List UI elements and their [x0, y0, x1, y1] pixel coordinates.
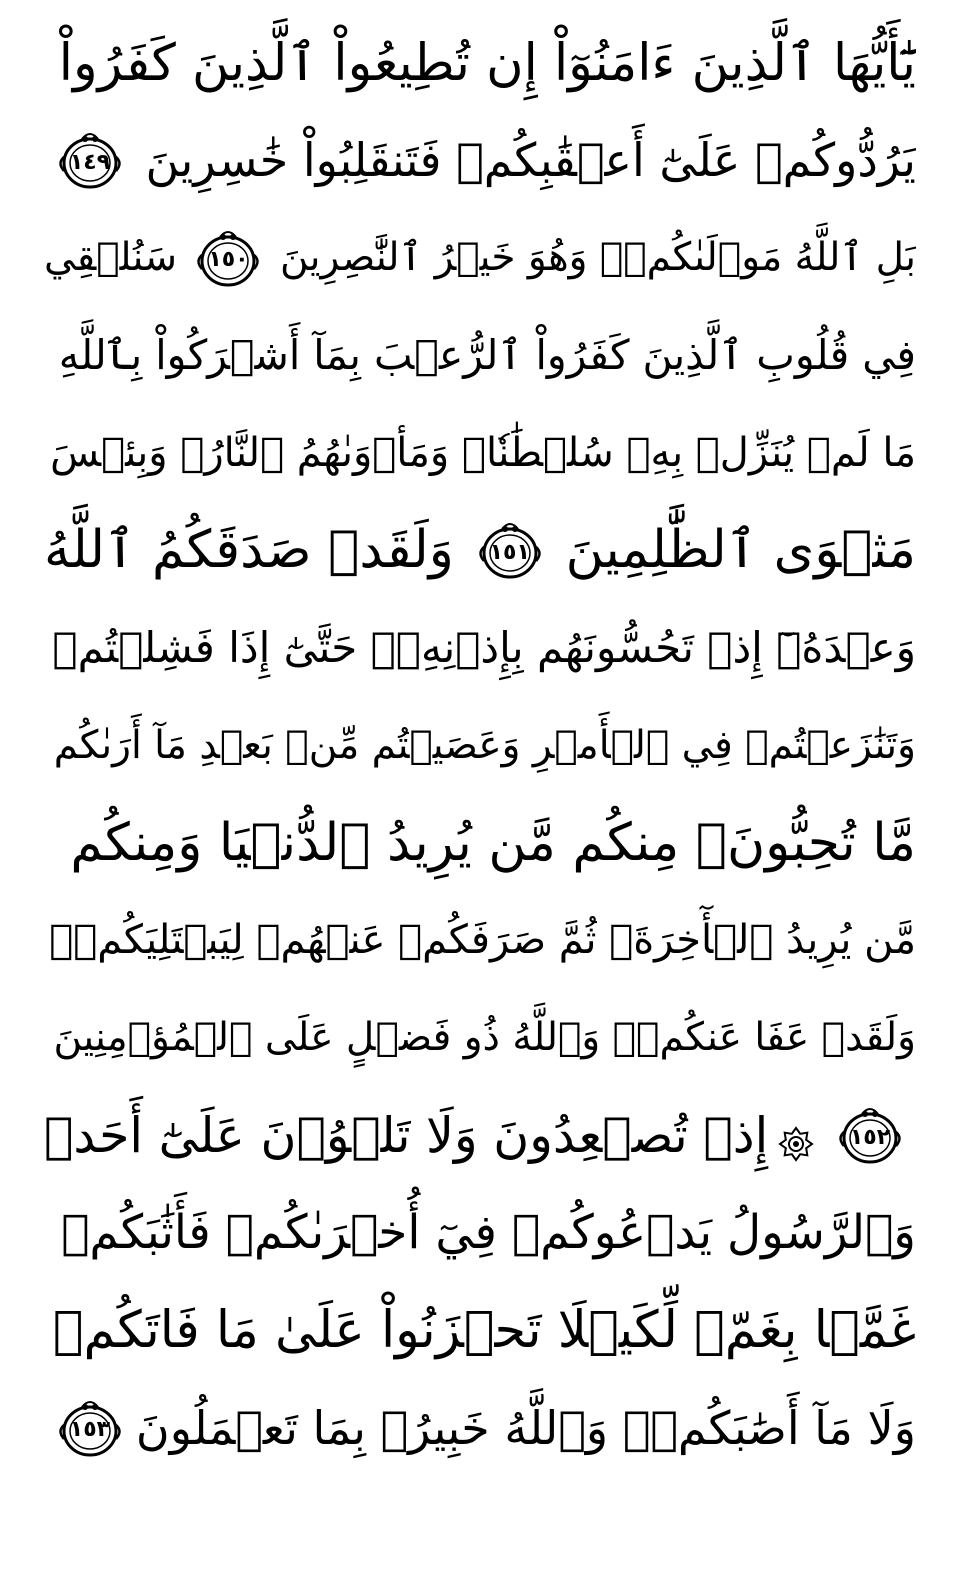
hizb-marker-icon — [778, 1126, 814, 1162]
verse-line — [44, 404, 916, 502]
verse-text: وَلَقَدۡ صَدَقَكُمُ ٱللَّهُ — [44, 520, 454, 581]
verse-text: مَّا تُحِبُّونَۚ مِنكُم مَّن يُرِيدُ ٱلدُّنۡيَا وَمِنكُم — [70, 812, 916, 873]
verse-text: مَثۡوَى ٱلظَّٰلِمِينَ — [565, 520, 916, 581]
ayah-number: ١٥٢ — [849, 1124, 891, 1150]
verse-line — [44, 1184, 916, 1282]
verse-text: مَا لَمۡ يُنَزِّلۡ بِهِۦ سُلۡطَٰنٗاۖ وَمَأۡوَىٰهُمُ ٱلنَّارُۚ وَبِئۡسَ — [50, 429, 916, 476]
verse-line — [44, 989, 916, 1087]
verse-line — [44, 794, 916, 892]
verse-text: إِذۡ تُصۡعِدُونَ وَلَا تَلۡوُۥنَ عَلَىٰٓ أَحَدٖ — [44, 1106, 769, 1164]
ayah-number-marker — [474, 517, 546, 583]
verse-line — [44, 209, 916, 307]
verse-text: بَلِ ٱللَّهُ مَوۡلَىٰكُمۡۖ وَهُوَ خَيۡرُ ٱلنَّٰصِرِينَ — [279, 235, 916, 281]
ayah-number-marker — [834, 1102, 906, 1168]
verse-line — [44, 1282, 916, 1380]
verse-text: فِي قُلُوبِ ٱلَّذِينَ كَفَرُواْ ٱلرُّعۡبَ بِمَآ أَشۡرَكُواْ بِٱللَّهِ — [58, 331, 916, 380]
verse-text: وَٱلرَّسُولُ يَدۡعُوكُمۡ فِيٓ أُخۡرَىٰكُمۡ فَأَثَٰبَكُمۡ — [61, 1205, 916, 1261]
verse-text: وَلَا مَآ أَصَٰبَكُمۡۗ وَٱللَّهُ خَبِيرُۢ بِمَا تَعۡمَلُونَ — [135, 1400, 916, 1455]
verse-line — [44, 1379, 916, 1477]
verse-line — [44, 307, 916, 405]
ayah-number: ١٥١ — [489, 539, 530, 565]
ayah-number: ١٤٩ — [69, 149, 111, 175]
verse-text: وَتَنَٰزَعۡتُمۡ فِي ٱلۡأَمۡرِ وَعَصَيۡتُم مِّنۢ بَعۡدِ مَآ أَرَىٰكُم — [53, 722, 916, 768]
verse-text: يَٰٓأَيُّهَا ٱلَّذِينَ ءَامَنُوٓاْ إِن تُطِيعُواْ ٱلَّذِينَ كَفَرُواْ — [58, 33, 916, 93]
ayah-number-marker — [192, 225, 264, 291]
ayah-number: ١٥٠ — [208, 247, 249, 273]
hizb-marker — [778, 1117, 814, 1153]
verse-text: وَلَقَدۡ عَفَا عَنكُمۡۗ وَٱللَّهُ ذُو فَضۡلٍ عَلَى ٱلۡمُؤۡمِنِينَ — [53, 1015, 916, 1061]
ayah-number-marker — [54, 127, 126, 193]
ayah-number-marker — [54, 1395, 126, 1461]
verse-line — [44, 502, 916, 600]
ayah-number: ١٥٣ — [69, 1417, 111, 1443]
verse-line — [44, 892, 916, 990]
verse-line — [44, 112, 916, 210]
verse-text: سَنُلۡقِي — [44, 235, 177, 281]
verse-text: مَّن يُرِيدُ ٱلۡأٓخِرَةَۚ ثُمَّ صَرَفَكُمۡ عَنۡهُمۡ لِيَبۡتَلِيَكُمۡۖ — [49, 917, 916, 964]
verse-line — [44, 599, 916, 697]
verse-line — [44, 1087, 916, 1185]
verse-line — [44, 697, 916, 795]
verse-text: غَمَّۢا بِغَمّٖ لِّكَيۡلَا تَحۡزَنُواْ عَلَىٰ مَا فَاتَكُمۡ — [52, 1300, 916, 1360]
verse-text: يَرُدُّوكُمۡ عَلَىٰٓ أَعۡقَٰبِكُمۡ فَتَنقَلِبُواْ خَٰسِرِينَ — [145, 133, 916, 188]
verse-text: وَعۡدَهُۥٓ إِذۡ تَحُسُّونَهُم بِإِذۡنِهِۦۖ حَتَّىٰٓ إِذَا فَشِلۡتُمۡ — [52, 623, 916, 673]
verse-line — [44, 14, 916, 112]
